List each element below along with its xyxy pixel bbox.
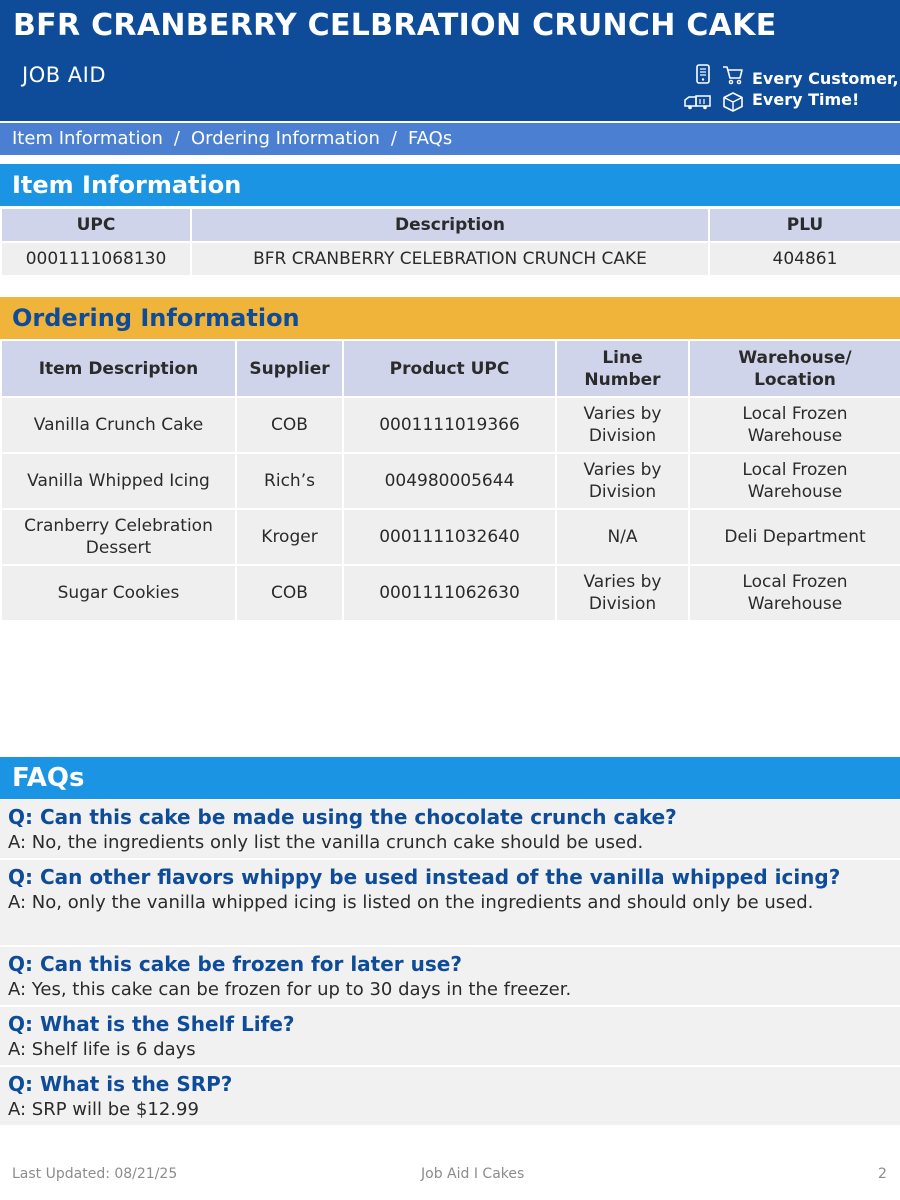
item-description-cell: Vanilla Crunch Cake [1, 397, 236, 453]
column-header: Description [191, 208, 709, 242]
delivery-truck-icon [684, 94, 712, 110]
line-number-cell: N/A [556, 509, 689, 565]
page-title: BFR CRANBERRY CELBRATION CRUNCH CAKE [13, 8, 777, 43]
product-upc-cell: 0001111062630 [343, 565, 556, 621]
table-row [1, 397, 900, 453]
breadcrumb-item-faqs[interactable]: FAQs [407, 128, 453, 149]
faq-item [0, 860, 900, 945]
plu-cell: 404861 [709, 242, 900, 276]
product-upc-cell: 0001111032640 [343, 509, 556, 565]
warehouse-location-cell: Deli Department [689, 509, 900, 565]
page-header [0, 0, 900, 121]
item-information-table [0, 207, 900, 277]
item-description-cell: Sugar Cookies [1, 565, 236, 621]
faq-answer: A: Shelf life is 6 days [8, 1039, 196, 1060]
faq-answer: A: SRP will be $12.99 [8, 1099, 199, 1120]
supplier-cell: COB [236, 397, 343, 453]
faq-item [0, 800, 900, 858]
column-header: Warehouse/ Location [689, 340, 900, 397]
line-number-cell: Varies by Division [556, 453, 689, 509]
breadcrumb-item-ordering-information[interactable]: Ordering Information [190, 128, 380, 149]
breadcrumb-separator: / [390, 128, 397, 149]
upc-cell: 0001111068130 [1, 242, 191, 276]
breadcrumb [0, 123, 900, 155]
package-icon [722, 91, 744, 113]
phone-icon [696, 64, 710, 84]
faq-item [0, 1007, 900, 1065]
column-header: Supplier [236, 340, 343, 397]
product-upc-cell: 0001111019366 [343, 397, 556, 453]
faq-question: Q: What is the Shelf Life? [8, 1012, 295, 1036]
supplier-cell: Kroger [236, 509, 343, 565]
ordering-information-heading: Ordering Information [0, 297, 900, 339]
table-row [1, 242, 900, 276]
faq-question: Q: Can other flavors whippy be used instead of the vanilla whipped icing? [8, 865, 841, 889]
faq-question: Q: Can this cake be made using the chocolate crunch cake? [8, 805, 677, 829]
column-header: Product UPC [343, 340, 556, 397]
warehouse-location-cell: Local Frozen Warehouse [689, 453, 900, 509]
supplier-cell: COB [236, 565, 343, 621]
footer-section-label: Job Aid I Cakes [421, 1166, 525, 1182]
footer-page-number: 2 [878, 1166, 887, 1182]
item-description-cell: Vanilla Whipped Icing [1, 453, 236, 509]
item-information-heading: Item Information [0, 164, 900, 206]
column-header: Line Number [556, 340, 689, 397]
page-subtitle: JOB AID [22, 63, 107, 87]
supplier-cell: Rich’s [236, 453, 343, 509]
line-number-cell: Varies by Division [556, 565, 689, 621]
table-row [1, 453, 900, 509]
faq-item [0, 1067, 900, 1125]
description-cell: BFR CRANBERRY CELEBRATION CRUNCH CAKE [191, 242, 709, 276]
warehouse-location-cell: Local Frozen Warehouse [689, 565, 900, 621]
slogan-icons [684, 62, 748, 118]
faq-item [0, 947, 900, 1005]
column-header: PLU [709, 208, 900, 242]
line-number-cell: Varies by Division [556, 397, 689, 453]
faqs-heading: FAQs [0, 757, 900, 799]
faq-answer: A: Yes, this cake can be frozen for up to 30 days in the freezer. [8, 979, 572, 1000]
column-header: Item Description [1, 340, 236, 397]
faq-question: Q: Can this cake be frozen for later use? [8, 952, 462, 976]
ordering-information-table [0, 339, 900, 622]
product-upc-cell: 004980005644 [343, 453, 556, 509]
faq-question: Q: What is the SRP? [8, 1072, 233, 1096]
slogan [752, 68, 899, 110]
table-row [1, 565, 900, 621]
column-header: UPC [1, 208, 191, 242]
faq-answer: A: No, the ingredients only list the vanilla crunch cake should be used. [8, 832, 644, 853]
table-header-row [1, 208, 900, 242]
warehouse-location-cell: Local Frozen Warehouse [689, 397, 900, 453]
item-description-cell: Cranberry Celebration Dessert [1, 509, 236, 565]
faq-answer: A: No, only the vanilla whipped icing is listed on the ingredients and should only be used. [8, 892, 814, 913]
table-row [1, 509, 900, 565]
footer-last-updated: Last Updated: 08/21/25 [12, 1166, 178, 1182]
breadcrumb-separator: / [173, 128, 180, 149]
table-header-row [1, 340, 900, 397]
slogan-line-1: Every Customer, [752, 69, 899, 88]
cart-icon [722, 65, 744, 85]
slogan-line-2: Every Time! [752, 90, 860, 109]
breadcrumb-item-item-information[interactable]: Item Information [12, 128, 163, 149]
